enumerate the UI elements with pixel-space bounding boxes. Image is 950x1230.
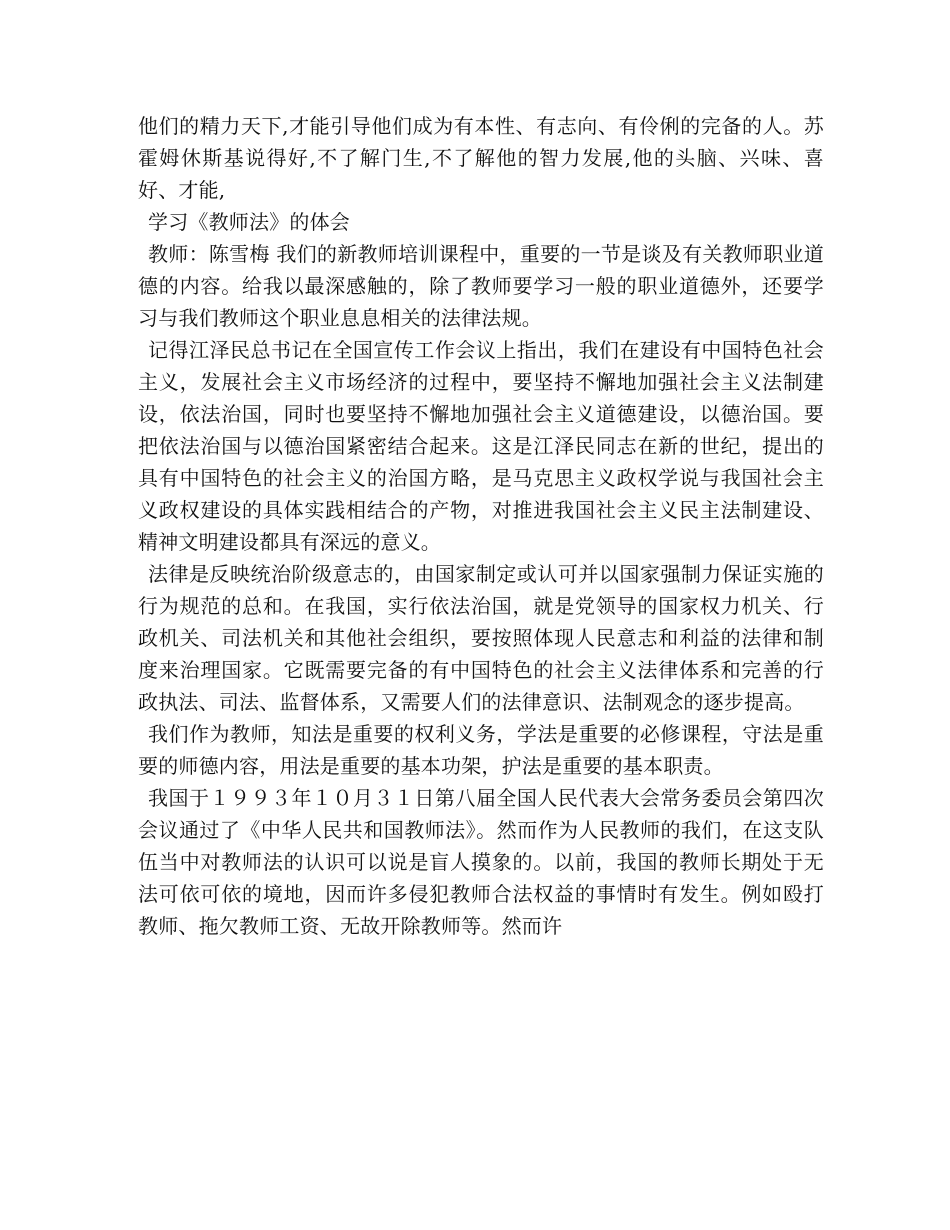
section-title: 学习《教师法》的体会 (148, 210, 350, 234)
paragraph-teacher-law-history: 我国于１９９３年１０月３１日第八届全国人民代表大会常务委员会第四次会议通过了《中华人民共和国教师法》。然而作为人民教师的我们，在这支队伍当中对教师法的认识可以说是盲人摸象的。以前，我国的教师长期处于无法可依可依的境地，因而许多侵犯教师合法权益的事情时有发生。例如殴打教师、拖欠教师工资、无故开除教师等。然而许 (138, 786, 824, 938)
paragraph-rule-of-law: 记得江泽民总书记在全国宣传工作会议上指出，我们在建设有中国特色社会主义，发展社会主义市场经济的过程中，要坚持不懈地加强社会主义法制建设，依法治国，同时也要坚持不懈地加强社会主义道德建设，以德治国。要把依法治国与以德治国紧密结合起来。这是江泽民同志在新的世纪，提出的具有中国特色的社会主义的治国方略，是马克思主义政权学说与我国社会主义政权建设的具体实践相结合的产物，对推进我国社会主义民主法制建设、精神文明建设都具有深远的意义。 (138, 338, 824, 554)
paragraph-teacher-duties: 我们作为教师，知法是重要的权利义务，学法是重要的必修课程，守法是重要的师德内容，用法是重要的基本功架，护法是重要的基本职责。 (138, 722, 824, 778)
paragraph-law-definition: 法律是反映统治阶级意志的，由国家制定或认可并以国家强制力保证实施的行为规范的总和。在我国，实行依法治国，就是党领导的国家权力机关、行政机关、司法机关和其他社会组织，要按照体现人民意志和利益的法律和制度来治理国家。它既需要完备的有中国特色的社会主义法律体系和完善的行政执法、司法、监督体系，又需要人们的法律意识、法制观念的逐步提高。 (138, 562, 824, 714)
paragraph-author-intro: 教师：陈雪梅 我们的新教师培训课程中，重要的一节是谈及有关教师职业道德的内容。给我以最深感触的，除了教师要学习一般的职业道德外，还要学习与我们教师这个职业息息相关的法律法规。 (138, 242, 824, 330)
document-body (138, 110, 824, 942)
paragraph-continuation: 他们的精力天下,才能引导他们成为有本性、有志向、有伶俐的完备的人。苏霍姆休斯基说得好,不了解门生,不了解他的智力发展,他的头脑、兴味、喜好、才能, (138, 114, 824, 202)
